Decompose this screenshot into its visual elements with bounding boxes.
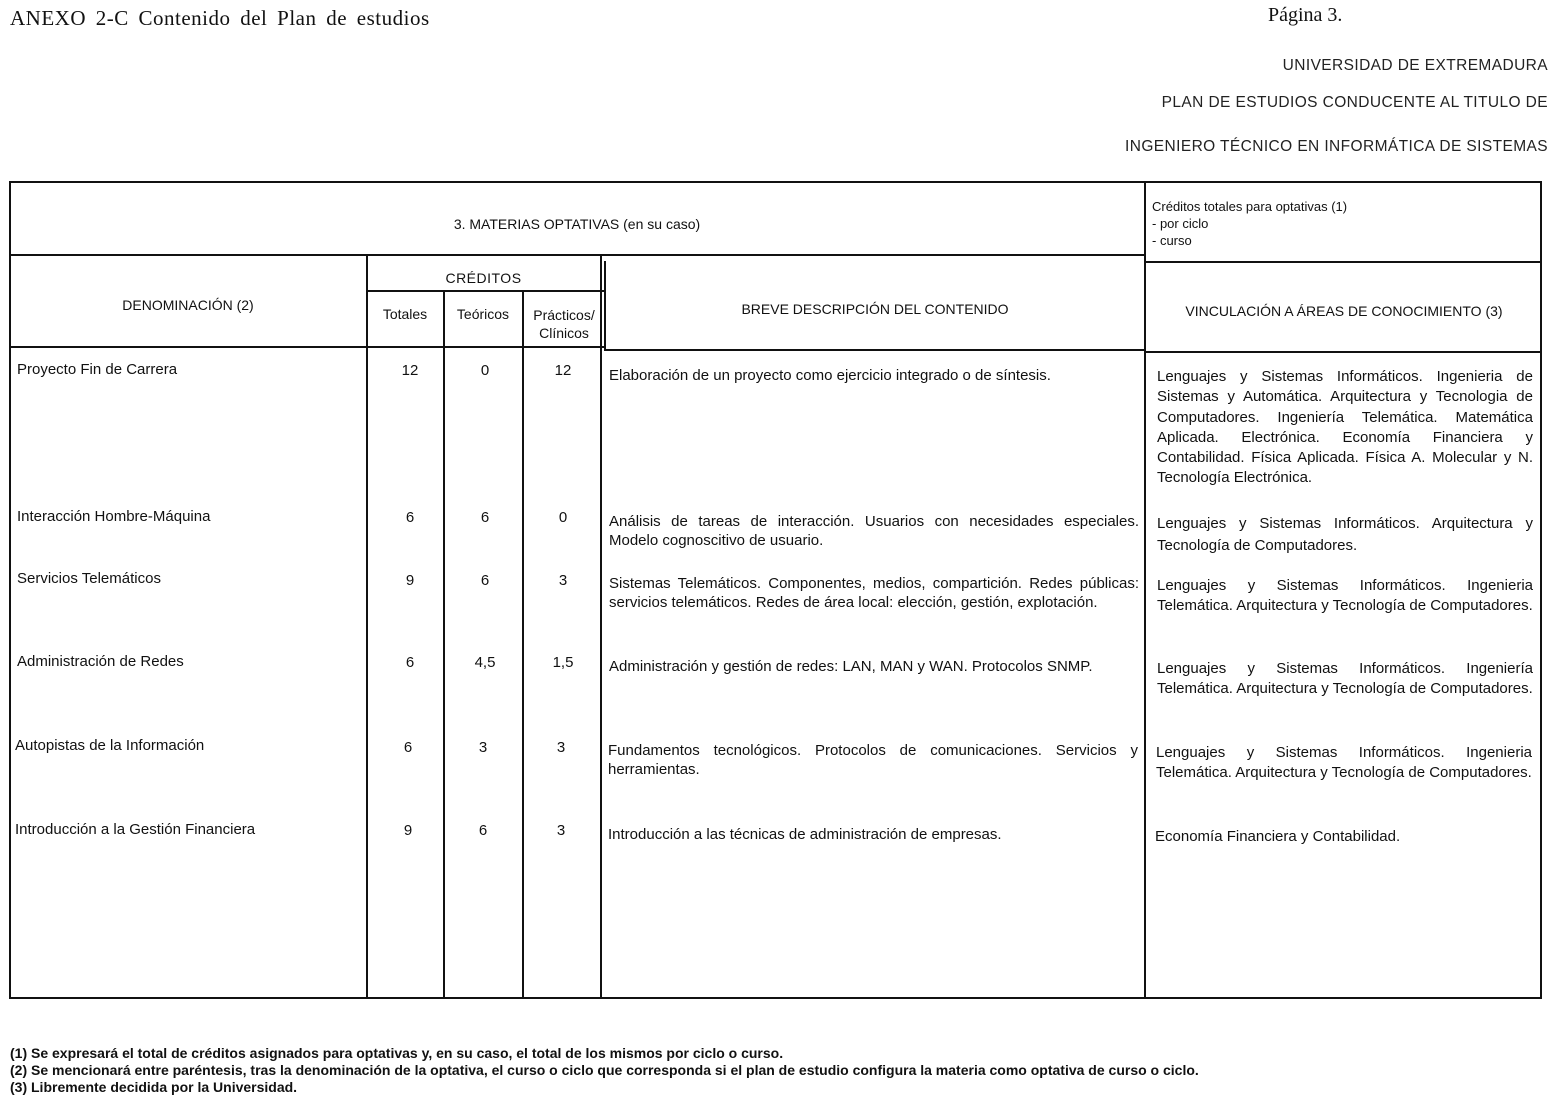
content-description: Elaboración de un proyecto como ejercicio integrado o de síntesis. bbox=[609, 367, 1051, 384]
knowledge-areas: Economía Financiera y Contabilidad. bbox=[1155, 828, 1401, 845]
section-title: 3. MATERIAS OPTATIVAS (en su caso) bbox=[453, 216, 701, 232]
content-description: Introducción a las técnicas de administración de empresas. bbox=[608, 826, 1002, 843]
credits-totales: 9 bbox=[405, 572, 415, 589]
footnotes bbox=[10, 1045, 1199, 1096]
content-description: Administración y gestión de redes: LAN, MAN y WAN. Protocolos SNMP. bbox=[609, 658, 1093, 675]
credits-cycle-line: - por ciclo bbox=[1152, 215, 1209, 231]
col-header-denominacion: DENOMINACIÓN (2) bbox=[122, 297, 254, 313]
credits-totales: 6 bbox=[405, 654, 415, 671]
content-description: Sistemas Telemáticos. Componentes, medios, compartición. Redes públicas: servicios telemáticos. Redes de área local: elección, gestión, explotación. bbox=[609, 575, 1139, 612]
plan-line: PLAN DE ESTUDIOS CONDUCENTE AL TITULO DE bbox=[1161, 94, 1548, 111]
subject-name: Autopistas de la Información bbox=[15, 737, 205, 754]
divider bbox=[366, 255, 368, 998]
credits-total-box bbox=[1152, 199, 1532, 250]
col-header-creditos: CRÉDITOS bbox=[445, 270, 522, 286]
footnote-2: (2) Se mencionará entre paréntesis, tras la denominación de la optativa, el curso o ciclo que corresponda si el plan de estudio configura la materia como optativa de curso o ciclo. bbox=[10, 1062, 1199, 1079]
divider bbox=[1145, 261, 1541, 263]
subject-name: Proyecto Fin de Carrera bbox=[17, 361, 178, 378]
footnote-1: (1) Se expresará el total de créditos asignados para optativas y, en su caso, el total de los mismos por ciclo o curso. bbox=[10, 1045, 784, 1061]
divider bbox=[368, 290, 604, 292]
degree-title: INGENIERO TÉCNICO EN INFORMÁTICA DE SISTEMAS bbox=[1125, 138, 1548, 155]
col-header-vinculacion: VINCULACIÓN A ÁREAS DE CONOCIMIENTO (3) bbox=[1185, 303, 1503, 319]
col-header-descripcion: BREVE DESCRIPCIÓN DEL CONTENIDO bbox=[741, 301, 1009, 317]
knowledge-areas: Lenguajes y Sistemas Informáticos. Ingenieria Telemática. Arquitectura y Tecnología de Computadores. bbox=[1157, 577, 1533, 615]
credits-totales: 6 bbox=[405, 509, 415, 526]
credits-practicos: 3 bbox=[556, 822, 566, 839]
divider bbox=[604, 349, 1146, 351]
footnote-3: (3) Libremente decidida por la Universidad. bbox=[10, 1079, 298, 1096]
divider bbox=[443, 291, 445, 998]
credits-practicos: 3 bbox=[558, 572, 568, 589]
subject-name: Servicios Telemáticos bbox=[17, 570, 161, 587]
credits-practicos: 1,5 bbox=[552, 654, 574, 671]
divider bbox=[10, 346, 606, 348]
annex-title: ANEXO 2-C Contenido del Plan de estudios bbox=[10, 6, 430, 30]
knowledge-areas: Lenguajes y Sistemas Informáticos. Ingeniería Telemática. Arquitectura y Tecnología de Computadores. bbox=[1157, 660, 1533, 698]
credits-teoricos: 0 bbox=[480, 362, 490, 379]
page-number: Página 3. bbox=[1268, 4, 1343, 26]
credits-teoricos: 6 bbox=[480, 572, 490, 589]
university-name: UNIVERSIDAD DE EXTREMADURA bbox=[1282, 57, 1548, 74]
divider bbox=[522, 291, 524, 998]
content-description: Análisis de tareas de interacción. Usuarios con necesidades especiales. Modelo cognoscitivo de usuario. bbox=[609, 513, 1139, 550]
credits-course-line: - curso bbox=[1152, 232, 1192, 248]
credits-practicos: 3 bbox=[556, 739, 566, 756]
credits-teoricos: 6 bbox=[478, 822, 488, 839]
knowledge-areas: Lenguajes y Sistemas Informáticos. Ingenieria Telemática. Arquitectura y Tecnología de Computadores. bbox=[1156, 744, 1532, 782]
credits-teoricos: 4,5 bbox=[474, 654, 496, 671]
col-header-teoricos: Teóricos bbox=[456, 306, 510, 322]
content-description: Fundamentos tecnológicos. Protocolos de comunicaciones. Servicios y herramientas. bbox=[608, 742, 1138, 779]
divider bbox=[10, 254, 1146, 256]
credits-teoricos: 3 bbox=[478, 739, 488, 756]
credits-totales: 6 bbox=[403, 739, 413, 756]
subject-name: Interacción Hombre-Máquina bbox=[17, 508, 211, 525]
knowledge-areas: Lenguajes y Sistemas Informáticos. Arquitectura y Tecnología de Computadores. bbox=[1157, 515, 1533, 554]
subject-name: Introducción a la Gestión Financiera bbox=[15, 821, 256, 838]
credits-practicos: 12 bbox=[554, 362, 572, 379]
credits-practicos: 0 bbox=[558, 509, 568, 526]
knowledge-areas: Lenguajes y Sistemas Informáticos. Ingenieria de Sistemas y Automática. Arquitectura y Tecnologia de Computadores. Ingeniería Telemática. Matemática Aplicada. Electrónica. Economía Financiera y Contabilidad. Física Aplicada. Física A. Molecular y N. Tecnología Electrónica. bbox=[1157, 368, 1533, 487]
credits-totales: 12 bbox=[401, 362, 419, 379]
col-header-practicos: Prácticos/ Clínicos bbox=[533, 307, 595, 342]
col-header-totales: Totales bbox=[382, 306, 428, 322]
credits-teoricos: 6 bbox=[480, 509, 490, 526]
subject-name: Administración de Redes bbox=[17, 653, 184, 670]
credits-totales: 9 bbox=[403, 822, 413, 839]
divider bbox=[1145, 351, 1541, 353]
credits-total-line: Créditos totales para optativas (1) bbox=[1152, 199, 1348, 214]
